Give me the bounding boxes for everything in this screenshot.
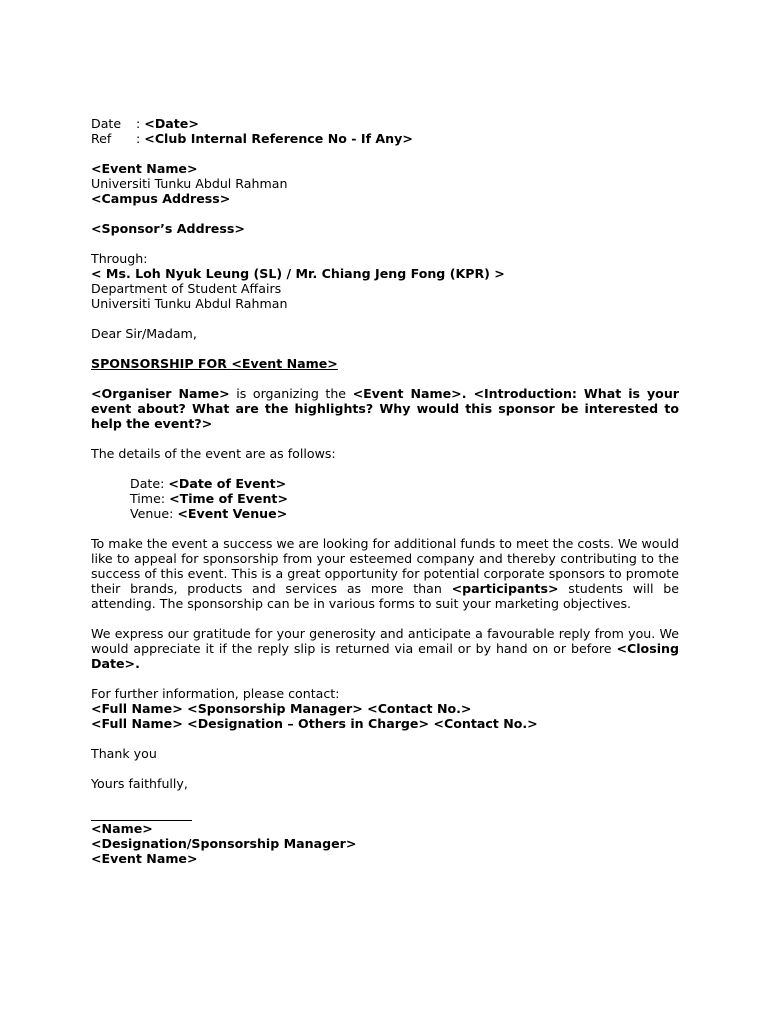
date-separator: : bbox=[136, 116, 141, 131]
sender-university: Universiti Tunku Abdul Rahman bbox=[91, 176, 288, 191]
subject-line bbox=[91, 356, 679, 371]
funds-participants: <participants> bbox=[451, 581, 559, 596]
intro-paragraph bbox=[91, 386, 679, 431]
details-venue bbox=[91, 506, 679, 521]
through-names: < Ms. Loh Nyuk Leung (SL) / Mr. Chiang Jeng Fong (KPR) > bbox=[91, 266, 505, 281]
contact-lead: For further information, please contact: bbox=[91, 686, 340, 701]
details-time bbox=[91, 491, 679, 506]
signature-event: <Event Name> bbox=[91, 851, 198, 866]
sender-event-name: <Event Name> bbox=[91, 161, 198, 176]
intro-event: <Event Name> bbox=[352, 386, 462, 401]
gratitude-before: We express our gratitude for your generosity and anticipate a favourable reply from you. We would appreciate it if the reply slip is returned via email or by hand on or before bbox=[91, 626, 679, 656]
intro-rest: . <Introduction: What is your event about? What are the highlights? Why would this sponsor be interested to help the event?> bbox=[91, 386, 680, 431]
through-label: Through: bbox=[91, 251, 148, 266]
details-venue-label: Venue: bbox=[130, 506, 178, 521]
intro-middle: is organizing the bbox=[229, 386, 353, 401]
funds-paragraph bbox=[91, 536, 679, 611]
funds-before: To make the event a success we are looking for additional funds to meet the costs. We would like to appeal for sponsorship from your esteemed company and thereby contributing to the success of this event. This is a great opportunity for potential corporate sponsors to promote their brands, products and services as more than bbox=[91, 536, 679, 596]
contact-line-2: <Full Name> <Designation – Others in Charge> <Contact No.> bbox=[91, 716, 538, 731]
closing: Yours faithfully, bbox=[91, 776, 188, 791]
details-date bbox=[91, 476, 679, 491]
through-university: Universiti Tunku Abdul Rahman bbox=[91, 296, 288, 311]
salutation: Dear Sir/Madam, bbox=[91, 326, 197, 341]
date-row bbox=[91, 116, 679, 131]
signature-designation: <Designation/Sponsorship Manager> bbox=[91, 836, 357, 851]
subject-event: <Event Name> bbox=[231, 356, 338, 371]
details-lead: The details of the event are as follows: bbox=[91, 446, 336, 461]
ref-label: Ref bbox=[91, 131, 112, 146]
through-department: Department of Student Affairs bbox=[91, 281, 282, 296]
funds-after: students will be attending. The sponsorship can be in various forms to suit your marketing objectives. bbox=[91, 581, 679, 611]
intro-organiser: <Organiser Name> bbox=[91, 386, 230, 401]
details-date-value: <Date of Event> bbox=[168, 476, 287, 491]
details-time-value: <Time of Event> bbox=[169, 491, 288, 506]
details-date-label: Date: bbox=[130, 476, 169, 491]
gratitude-closing-date: <Closing Date>. bbox=[91, 641, 679, 671]
signature-name: <Name> bbox=[91, 821, 153, 836]
subject-prefix: SPONSORSHIP FOR bbox=[91, 356, 232, 371]
sponsor-address: <Sponsor’s Address> bbox=[91, 221, 245, 236]
ref-row bbox=[91, 131, 679, 146]
campus-address: <Campus Address> bbox=[91, 191, 231, 206]
date-value: <Date> bbox=[144, 116, 199, 131]
thank-you: Thank you bbox=[91, 746, 157, 761]
details-venue-value: <Event Venue> bbox=[177, 506, 288, 521]
date-label: Date bbox=[91, 116, 122, 131]
contact-line-1: <Full Name> <Sponsorship Manager> <Contact No.> bbox=[91, 701, 472, 716]
gratitude-paragraph bbox=[91, 626, 679, 671]
signature-line bbox=[91, 806, 192, 821]
ref-value: <Club Internal Reference No - If Any> bbox=[144, 131, 413, 146]
details-time-label: Time: bbox=[130, 491, 170, 506]
ref-separator: : bbox=[136, 131, 141, 146]
letter bbox=[91, 116, 679, 866]
